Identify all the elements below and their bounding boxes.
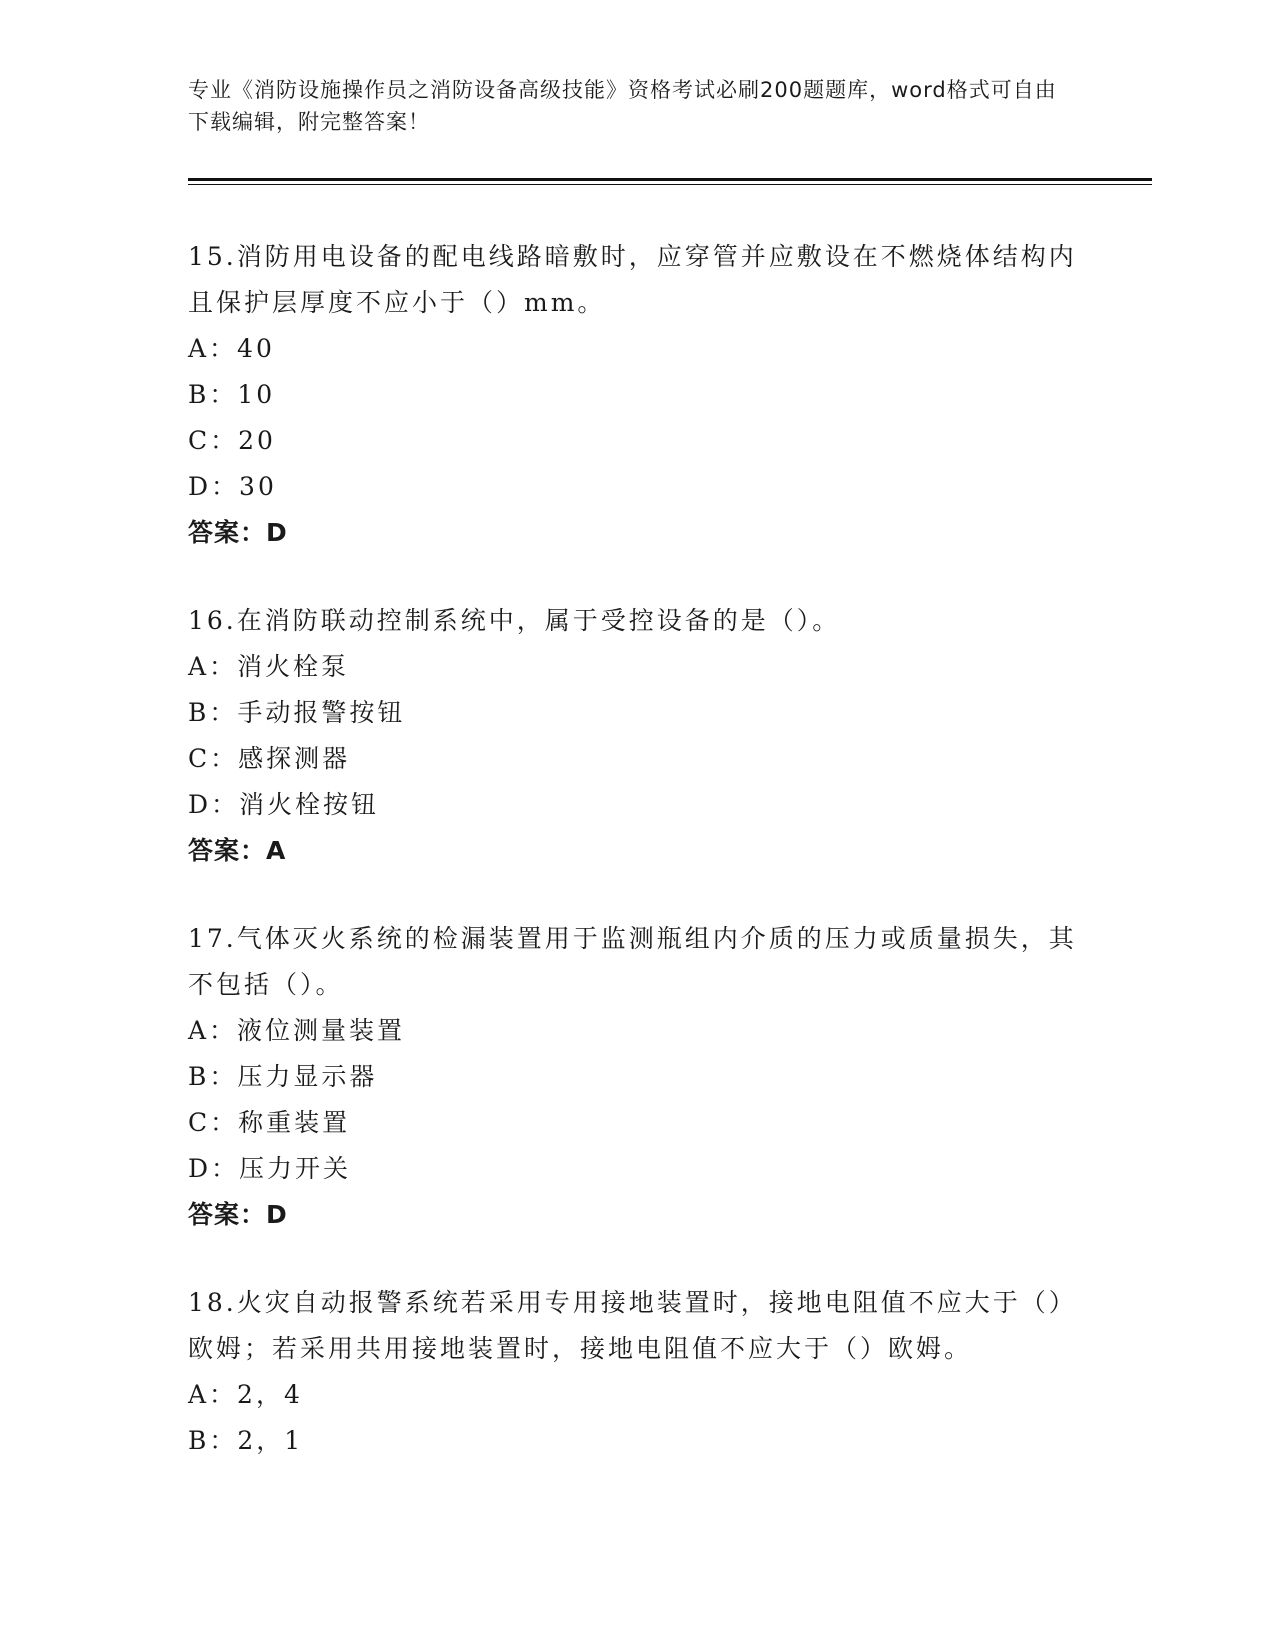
question-15 <box>188 234 1088 556</box>
option-c: C：感探测器 <box>188 744 351 773</box>
header-divider-thick <box>188 178 1152 181</box>
question-16 <box>188 598 1088 874</box>
document-header: 专业《消防设施操作员之消防设备高级技能》资格考试必刷200题题库，word格式可自由下载编辑，附完整答案！ <box>188 78 1057 134</box>
question-stem: 18.火灾自动报警系统若采用专用接地装置时，接地电阻值不应大于（）欧姆；若采用共用接地装置时，接地电阻值不应大于（）欧姆。 <box>188 1288 1077 1363</box>
option-d: D：消火栓按钮 <box>188 790 380 819</box>
answer-label: 答案：A <box>188 836 287 865</box>
option-b: B：手动报警按钮 <box>188 698 406 727</box>
option-a: A：液位测量装置 <box>188 1016 406 1045</box>
option-d: D：压力开关 <box>188 1154 352 1183</box>
question-stem: 15.消防用电设备的配电线路暗敷时，应穿管并应敷设在不燃烧体结构内且保护层厚度不应小于（）mm。 <box>188 242 1077 317</box>
option-c: C：称重装置 <box>188 1108 351 1137</box>
option-b: B：10 <box>188 380 276 409</box>
question-stem: 16.在消防联动控制系统中，属于受控设备的是（）。 <box>188 606 841 635</box>
option-c: C：20 <box>188 426 276 455</box>
answer-label: 答案：D <box>188 1200 288 1229</box>
option-b: B：压力显示器 <box>188 1062 378 1091</box>
question-stem: 17.气体灭火系统的检漏装置用于监测瓶组内介质的压力或质量损失，其不包括（）。 <box>188 924 1077 999</box>
answer-label: 答案：D <box>188 518 288 547</box>
question-18 <box>188 1280 1088 1464</box>
question-17 <box>188 916 1088 1238</box>
option-a: A：消火栓泵 <box>188 652 350 681</box>
option-d: D：30 <box>188 472 277 501</box>
question-list <box>188 234 1088 1506</box>
header-divider-thin <box>188 184 1152 185</box>
option-a: A：40 <box>188 334 275 363</box>
option-a: A：2，4 <box>188 1380 303 1409</box>
option-b: B：2，1 <box>188 1426 304 1455</box>
